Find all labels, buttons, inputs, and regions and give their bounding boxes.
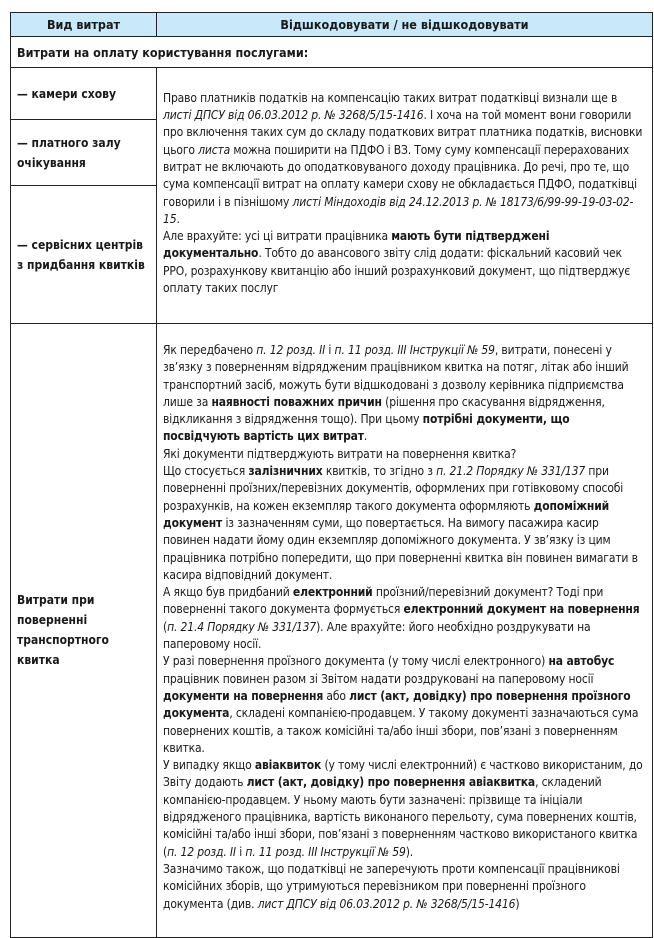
text-run: працівник повинен разом зі Звітом надати роздруковані на паперовому носії bbox=[163, 671, 594, 686]
legal-reference: листі ДПСУ від 06.03.2012 р. № 3268/5/15-1416 bbox=[163, 108, 424, 123]
emphasis: лист (акт, довідку) про повернення авіаквитка bbox=[246, 775, 536, 790]
table-row bbox=[11, 68, 653, 120]
legal-reference: п. 11 розд. III Інструкції № 59 bbox=[334, 343, 495, 357]
table-row bbox=[11, 324, 653, 938]
emphasis: допоміжний документ bbox=[163, 498, 610, 530]
emphasis: мають бути підтверджені документально bbox=[163, 229, 550, 261]
legal-reference: п. 12 розд. II bbox=[167, 844, 236, 859]
text-run: ) bbox=[515, 896, 520, 911]
text-run: ). Але врахуйте: його необхідно роздрукувати на паперовому носії. bbox=[163, 619, 591, 652]
text-run: Право платників податків на компенсацію таких витрат податківці визнали ще в bbox=[163, 90, 618, 105]
text-run: У разі повернення проїзного документа (у тому числі електронного) bbox=[163, 654, 549, 669]
row-label-waiting-room: — платного залу очікування bbox=[11, 120, 157, 186]
text-run: . І хоча на той момент вони говорили про включення таких сум до складу податкових витрат платника податків, висновки цього bbox=[163, 108, 643, 157]
text-run: можна поширити на ПДФО і ВЗ. Тому суму компенсації перерахованих витрат не включають до оподатковуваного доходу працівника. До речі, про те, що сума компенсації витрат на оплату камери схову не обкладається ПДФО, податківці говорили і в пізнішому bbox=[163, 142, 637, 209]
legal-reference: п. 21.4 Порядку № 331/137 bbox=[167, 619, 317, 634]
text-run: Що стосується bbox=[163, 464, 249, 479]
paragraph bbox=[163, 446, 646, 463]
section-row bbox=[11, 37, 653, 68]
paragraph bbox=[163, 228, 646, 297]
emphasis: авіаквиток bbox=[254, 758, 322, 773]
text-run: , складені компанією-продавцем. У такому документі зазначаються сума повернених коштів, а також комісійні та/або інші збори, пов’язані з поверненням квитка. bbox=[163, 706, 639, 755]
text-run: У випадку якщо bbox=[163, 758, 255, 773]
text-run: Зазначимо також, що податківці не заперечують проти компенсації працівникові комісійних зборів, що утримуються перевізником при поверненні проїзного документа (див. bbox=[163, 861, 620, 911]
text-run: А якщо був придбаний bbox=[163, 585, 293, 600]
legal-reference: п. 12 розд. II bbox=[256, 343, 326, 357]
text-run: , складений компанією-продавцем. У ньому мають бути зазначені: прізвище та ініціали відрядженого працівника, вартість виконаного перельоту, сума повернених коштів, комісійні та/або інші збори, пов’язані з поверненням частково використаного квитка ( bbox=[163, 775, 638, 859]
paragraph bbox=[163, 90, 646, 228]
text-run: . bbox=[176, 211, 180, 226]
legal-reference: п. 21.2 Порядку № 331/137 bbox=[436, 464, 586, 479]
paragraph bbox=[163, 757, 646, 861]
emphasis: документи на повернення bbox=[163, 688, 324, 703]
header-reimburse: Відшкодовувати / не відшкодовувати bbox=[157, 13, 653, 37]
paragraph bbox=[163, 653, 646, 757]
row-label-service-centers: — сервісних центрів з придбання квитків bbox=[11, 186, 157, 324]
legal-reference: листа bbox=[198, 142, 231, 157]
paragraph bbox=[163, 861, 646, 913]
text-run: (у тому числі електронний) є частково використаним, до Звіту додають bbox=[163, 758, 643, 790]
paragraph bbox=[163, 342, 646, 446]
text-run: Але врахуйте: усі ці витрати працівника bbox=[163, 229, 392, 244]
group2-text bbox=[157, 324, 653, 938]
emphasis: електронний bbox=[292, 585, 373, 600]
emphasis: залізничних bbox=[248, 464, 323, 479]
text-run: і bbox=[325, 343, 335, 357]
text-run: із зазначенням суми, що повертається. На вимогу пасажира касир повинен надати йому один екземпляр допоміжного документа. У зв’язку із цим працівника потрібно попередити, що при поверненні квитка він повинен вимагати в касира відповідний документ. bbox=[163, 515, 638, 582]
expenses-table bbox=[10, 12, 653, 938]
emphasis: потрібні документи, що посвідчують вартість цих витрат bbox=[163, 412, 570, 444]
text-run: ). bbox=[405, 844, 414, 859]
text-run: проїзний/перевізний документ? Тоді при поверненні такого документа формується bbox=[163, 585, 604, 617]
text-run: . Тобто до авансового звіту слід додати: фіскальний касовий чек РРО, розрахункову квитанцію або інший розрахунковий документ, що підтверджує оплату таких послуг bbox=[163, 246, 631, 295]
text-run: ( bbox=[163, 619, 168, 634]
legal-reference: лист ДПСУ від 06.03.2012 р. № 3268/5/15-1416 bbox=[257, 896, 516, 911]
section-title: Витрати на оплату користування послугами: bbox=[11, 37, 653, 68]
paragraph bbox=[163, 584, 646, 653]
row-label-storage: — камери схову bbox=[11, 68, 157, 120]
legal-reference: листі Міндоходів від 24.12.2013 р. № 18173/6/99-99-19-03-02-15 bbox=[163, 194, 634, 226]
text-run: при поверненні проїзних/перевізних документів, оформлених при готівковому способі розрахунків, на кожен екземпляр такого документа оформляють bbox=[163, 464, 624, 513]
emphasis: лист (акт, довідку) про повернення проїзного документа bbox=[163, 688, 631, 721]
text-run: Які документи підтверджують витрати на повернення квитка? bbox=[163, 446, 517, 461]
text-run: (рішення про скасування відрядження, відкликання з відрядження тощо). При цьому bbox=[163, 394, 605, 427]
emphasis: наявності поважних причин bbox=[211, 394, 382, 409]
header-expense-type: Вид витрат bbox=[11, 13, 157, 37]
emphasis: на автобус bbox=[548, 654, 615, 669]
paragraph bbox=[163, 463, 646, 584]
text-run: , витрати, понесені у зв’язку з поверненням відрядженим працівником квитка на потяг, літак або інший транспортний засіб, можуть бути відшкодовані з дозволу керівника підприємства лише за bbox=[163, 343, 629, 409]
legal-reference: п. 11 розд. III Інструкції № 59 bbox=[245, 844, 406, 859]
text-run: і bbox=[235, 844, 246, 859]
text-run: Як передбачено bbox=[163, 343, 257, 357]
table-header-row bbox=[11, 13, 653, 37]
row-label-ticket-return: Витрати при поверненні транспортного квитка bbox=[11, 324, 157, 938]
text-run: квитків, то згідно з bbox=[322, 464, 437, 479]
group1-text bbox=[157, 68, 653, 324]
emphasis: електронний документ на повернення bbox=[403, 602, 640, 617]
text-run: або bbox=[323, 688, 350, 703]
text-run: . bbox=[363, 429, 368, 444]
